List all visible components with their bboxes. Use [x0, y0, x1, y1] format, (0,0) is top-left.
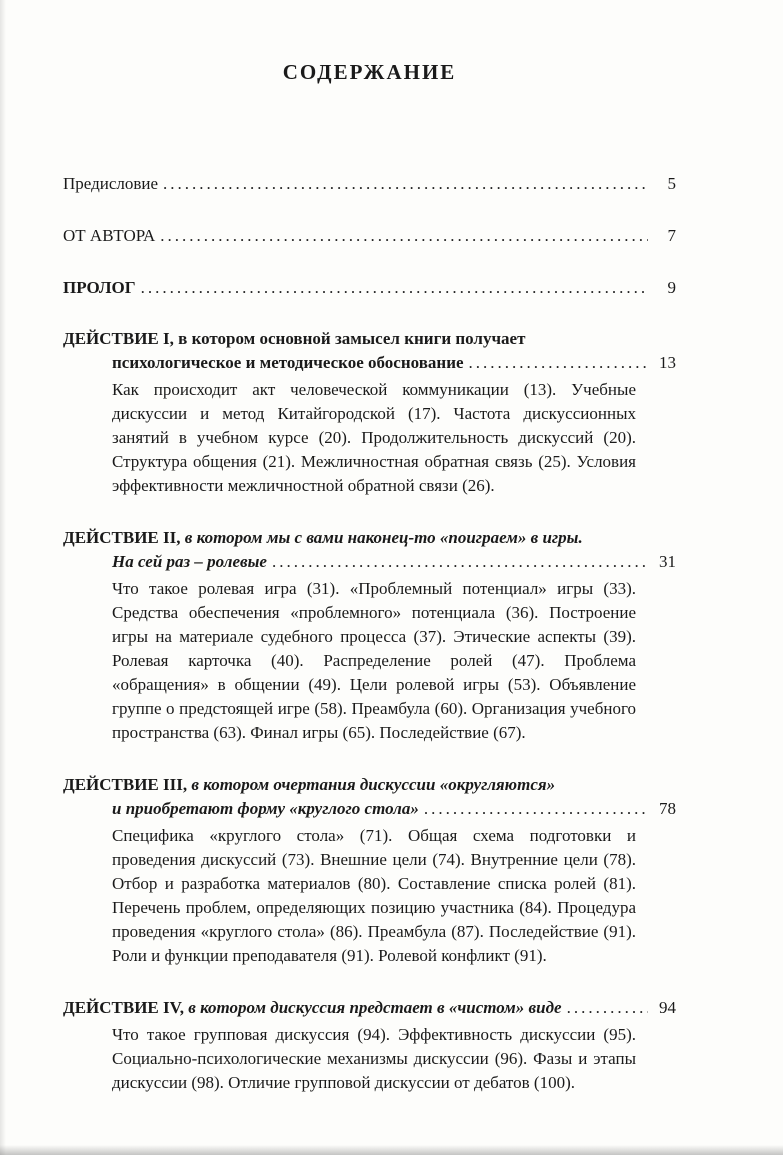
entry-label: ОТ АВТОРА — [63, 226, 156, 245]
act-heading-line2 — [63, 550, 676, 574]
act-heading-line2 — [63, 797, 676, 821]
act-title: в котором очертания дискуссии «округляются» — [187, 775, 556, 794]
act-number: ДЕЙСТВИЕ III, — [63, 775, 188, 794]
toc-entry-from-author — [63, 225, 676, 247]
dot-leader — [469, 351, 648, 375]
act-number: ДЕЙСТВИЕ IV, — [63, 998, 184, 1017]
act-heading-line1 — [63, 773, 676, 797]
act-heading-line1 — [63, 526, 676, 550]
toc-entry-act-1 — [63, 327, 676, 498]
dot-leader — [160, 225, 648, 247]
page-number: 5 — [667, 174, 676, 193]
act-summary: Специфика «круглого стола» (71). Общая схема подготовки и проведения дискуссий (73). Внешние цели (74). Внутренние цели (78). Отбор и разработка материалов (80). Составление списка ролей (81). Перечень проблем, определяющих позицию участника (84). Процедура проведения «круглого стола» (86). Преамбула (87). Последействие (91). Роли и функции преподавателя (91). Ролевой конфликт (91). — [112, 826, 636, 965]
act-heading-text — [63, 996, 562, 1020]
page-number: 7 — [667, 226, 676, 245]
dot-leader — [424, 797, 648, 821]
act-title: в котором дискуссия предстает в «чистом» виде — [183, 998, 562, 1017]
act-subtitle: психологическое и методическое обоснование — [112, 353, 464, 372]
toc-entry-prologue — [63, 277, 676, 299]
dot-leader — [272, 550, 648, 574]
act-title: в котором мы с вами наконец-то «поиграем» в игры. — [180, 528, 583, 547]
act-heading-line1 — [63, 327, 676, 351]
dot-leader — [141, 277, 648, 299]
toc-entry-preface — [63, 173, 676, 195]
act-heading-line1 — [63, 996, 676, 1020]
toc-entry-act-3 — [63, 773, 676, 968]
act-summary: Что такое ролевая игра (31). «Проблемный потенциал» игры (33). Средства обеспечения «проблемного» потенциала (36). Построение игры на материале судебного процесса (37). Этические аспекты (39). Ролевая карточка (40). Распределение ролей (47). Проблема «обращения» в общении (49). Цели ролевой игры (53). Объявление группе о предстоящей игре (58). Преамбула (60). Организация учебного пространства (63). Финал игры (65). Последействие (67). — [112, 579, 636, 742]
act-subtitle: и приобретают форму «круглого стола» — [112, 799, 419, 818]
page-number: 31 — [659, 552, 676, 571]
page-number: 9 — [667, 278, 676, 297]
page-number: 13 — [659, 353, 676, 372]
act-number: ДЕЙСТВИЕ I, — [63, 329, 174, 348]
toc-entry-act-4 — [63, 996, 676, 1095]
act-summary: Что такое групповая дискуссия (94). Эффективность дискуссии (95). Социально-психологические механизмы дискуссии (96). Фазы и этапы дискуссии (98). Отличие групповой дискуссии от дебатов (100). — [112, 1025, 636, 1092]
act-heading-line2 — [63, 351, 676, 375]
act-summary: Как происходит акт человеческой коммуникации (13). Учебные дискуссии и метод Китайгородской (17). Частота дискуссионных занятий в учебном курсе (20). Продолжительность дискуссий (20). Структура общения (21). Межличностная обратная связь (25). Условия эффективности межличностной обратной связи (26). — [112, 380, 636, 495]
dot-leader — [163, 173, 648, 195]
page-title: СОДЕРЖАНИЕ — [282, 60, 457, 84]
dot-leader — [567, 996, 648, 1020]
entry-label: ПРОЛОГ — [63, 278, 136, 297]
toc-entry-act-2 — [63, 526, 676, 745]
page-number: 94 — [659, 998, 676, 1017]
act-number: ДЕЙСТВИЕ II, — [63, 528, 181, 547]
entry-label: Предисловие — [63, 174, 159, 193]
page-number: 78 — [659, 799, 676, 818]
act-subtitle: На сей раз – ролевые — [112, 552, 267, 571]
act-title: в котором основной замысел книги получает — [173, 329, 526, 348]
table-of-contents — [63, 173, 676, 1095]
